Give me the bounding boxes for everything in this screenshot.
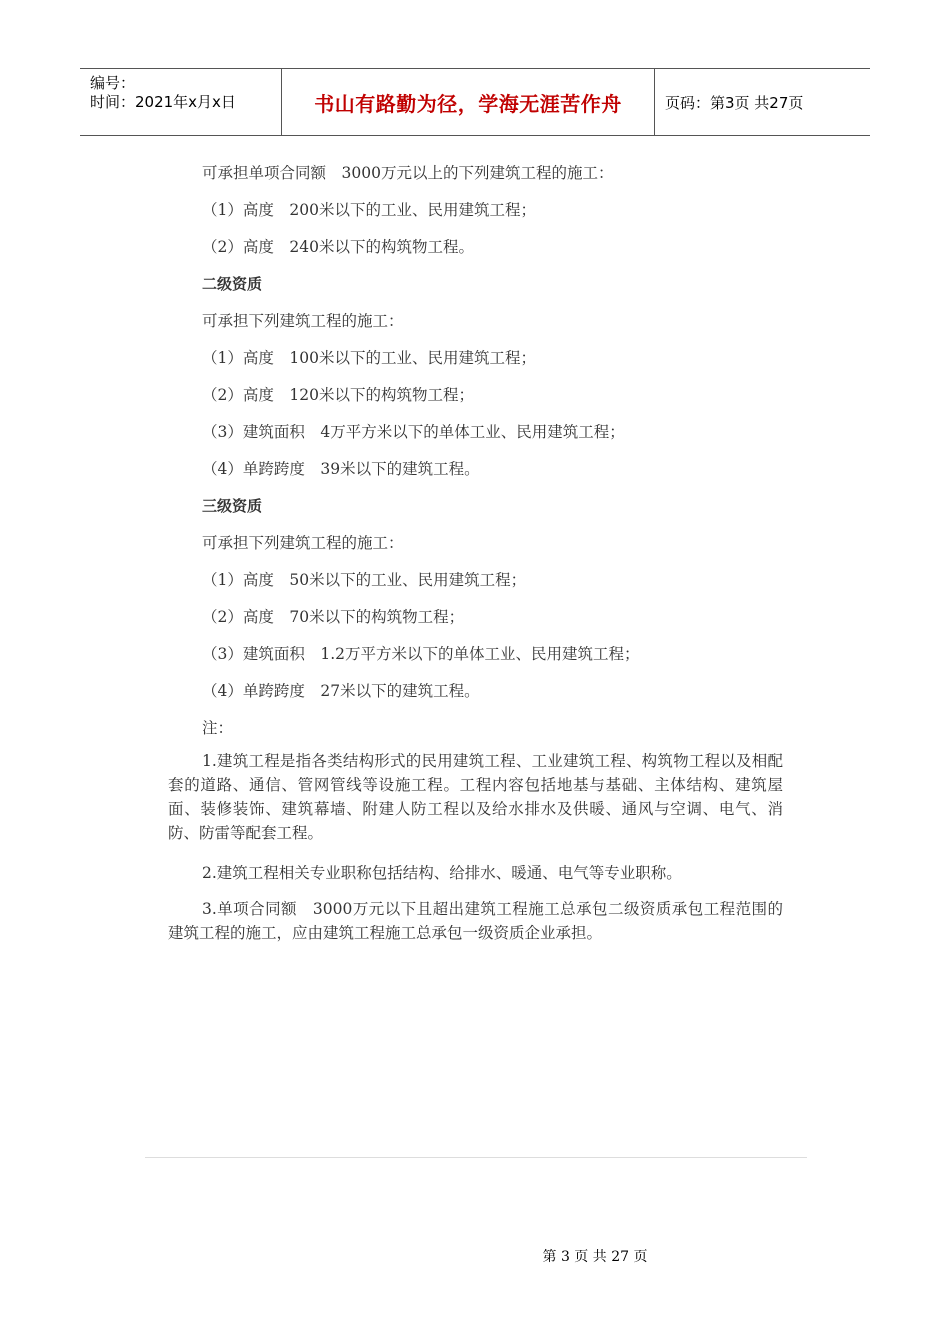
body-line: （1）高度 100米以下的工业、民用建筑工程； [202,349,536,367]
note-paragraph: 2.建筑工程相关专业职称包括结构、给排水、暖通、电气等专业职称。 [202,864,682,882]
note-paragraph: 1.建筑工程是指各类结构形式的民用建筑工程、工业建筑工程、构筑物工程以及相配套的道路、通信、管网管线等设施工程。工程内容包括地基与基础、主体结构、建筑屋面、装修装饰、建筑幕墙、附建人防工程以及给水排水及供暖、通风与空调、电气、消防、防雷等配套工程。 [168,752,783,842]
body-line: （3）建筑面积 1.2万平方米以下的单体工业、民用建筑工程； [202,645,640,663]
note-paragraph: 3.单项合同额 3000万元以下且超出建筑工程施工总承包二级资质承包工程范围的建筑工程的施工，应由建筑工程施工总承包一级资质企业承担。 [168,900,783,942]
page-header [80,68,870,136]
notes-label: 注： [202,719,234,737]
body-line: （2）高度 70米以下的构筑物工程； [202,608,465,626]
body-line: 可承担下列建筑工程的施工： [202,534,404,552]
section-heading-level-3: 三级资质 [202,497,263,515]
body-line: （4）单跨跨度 27米以下的建筑工程。 [202,682,480,700]
footer-page-number: 第 3 页 共 27 页 [542,1249,648,1265]
page-footer [0,1246,950,1266]
header-page-label: 页码：第3页 共27页 [665,93,804,112]
body-line: 可承担单项合同额 3000万元以上的下列建筑工程的施工： [202,164,614,182]
body-line: （4）单跨跨度 39米以下的建筑工程。 [202,460,480,478]
section-heading-level-2: 二级资质 [202,275,263,293]
footer-divider [145,1157,807,1158]
body-line: （2）高度 120米以下的构筑物工程； [202,386,474,404]
header-motto: 书山有路勤为径，学海无涯苦作舟 [314,91,622,116]
header-meta-cell [80,69,282,135]
header-page-cell [655,69,870,135]
header-motto-cell [282,69,655,135]
document-date-label: 时间：2021年x月x日 [90,93,236,111]
body-line: （1）高度 200米以下的工业、民用建筑工程； [202,201,536,219]
body-line: （3）建筑面积 4万平方米以下的单体工业、民用建筑工程； [202,423,625,441]
body-line: 可承担下列建筑工程的施工： [202,312,404,330]
body-line: （1）高度 50米以下的工业、民用建筑工程； [202,571,527,589]
document-number-label: 编号： [90,74,136,92]
body-line: （2）高度 240米以下的构筑物工程。 [202,238,474,256]
